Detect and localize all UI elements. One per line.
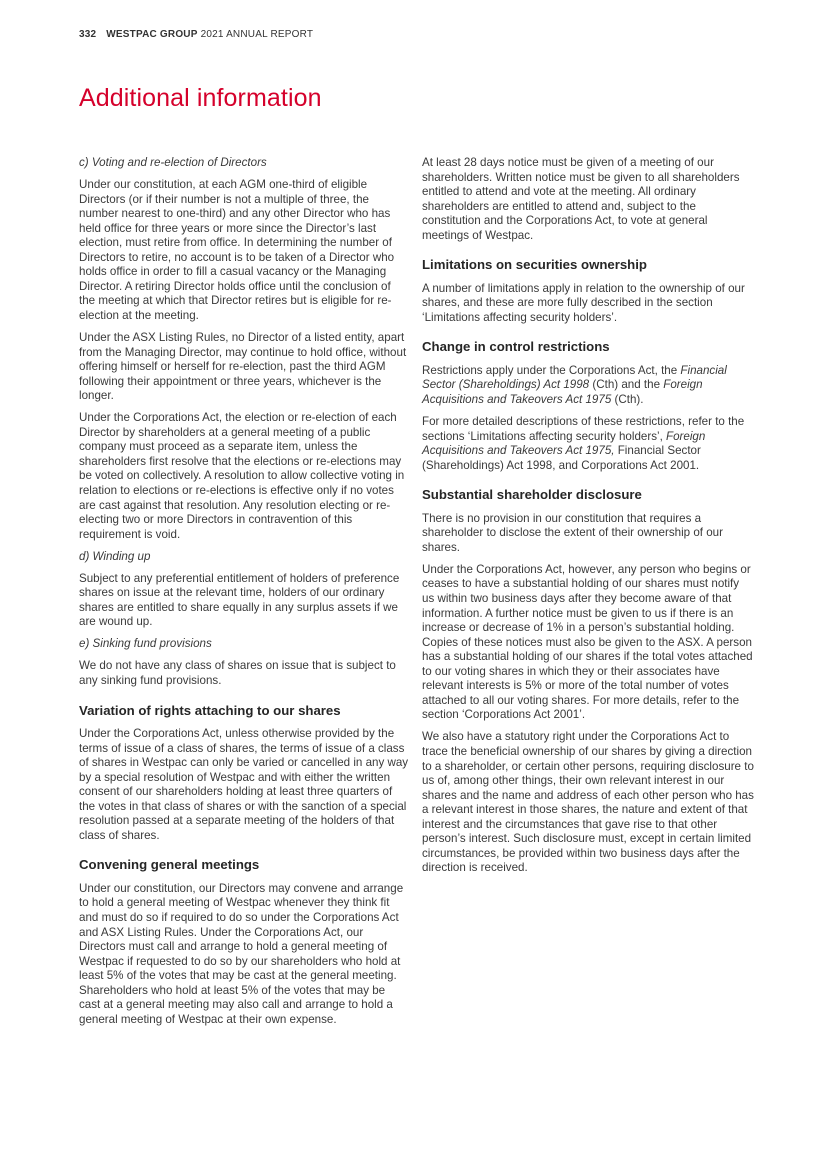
substantial-paragraph-3: We also have a statutory right under the Corporations Act to trace the beneficial ownership of our shares by giving a direction to a shareholder, or certain other persons, requiring disclosure to us of, among other things, their own relevant interest in our shares and the name and address of each other person who has a relevant interest in those shares, the nature and extent of that interest and the circumstances that gave rise to that other person’s interest. Such disclosure must, except in certain limited circumstances, be provided within two business days after the direction is received. — [422, 730, 754, 875]
company-name: WESTPAC GROUP — [106, 29, 198, 40]
page-title: Additional information — [79, 84, 322, 112]
voting-paragraph-3: Under the Corporations Act, the election or re-election of each Director by shareholders at a general meeting of a public company must proceed as a separate item, unless the shareholders first resolve that the elections or re-elections may be voted on collectively. A resolution to allow collective voting in relation to elections or re-elections is effective only if no votes are cast against that resolution. Any resolution electing or re-electing two or more Directors in contravention of this requirement is void. — [79, 411, 405, 541]
convening-heading: Convening general meetings — [79, 857, 260, 873]
limitations-paragraph: A number of limitations apply in relation to the ownership of our shares, and these are more fully described in the section ‘Limitations affecting security holders’. — [422, 281, 745, 324]
page-number: 332 — [79, 29, 97, 40]
notice-paragraph: At least 28 days notice must be given of a meeting of our shareholders. Written notice must be given to all shareholders entitled to attend and vote at the meeting. All ordinary shareholders are entitled to attend and, subject to the constitution and the Corporations Act, to vote at general meetings of Westpac. — [422, 156, 740, 242]
left-column — [79, 156, 409, 1035]
report-name: 2021 ANNUAL REPORT — [200, 29, 314, 40]
right-column — [422, 156, 754, 883]
substantial-paragraph-1: There is no provision in our constitution that requires a shareholder to disclose the extent of their ownership of our shares. — [422, 511, 723, 554]
page-header — [79, 29, 313, 40]
variation-heading: Variation of rights attaching to our shares — [79, 702, 341, 718]
control-paragraph-1: Restrictions apply under the Corporations Act, the Financial Sector (Shareholdings) Act 1998 (Cth) and the Foreign Acquisitions and Takeovers Act 1975 (Cth). — [422, 363, 727, 407]
voting-paragraph-2: Under the ASX Listing Rules, no Director of a listed entity, apart from the Managing Director, may continue to hold office, without offering himself or herself for re-election, past the third AGM following their appointment or three years, whichever is the longer. — [79, 331, 407, 403]
sinking-subheading: e) Sinking fund provisions — [79, 637, 212, 651]
convening-paragraph: Under our constitution, our Directors may convene and arrange to hold a general meeting of Westpac whenever they think fit and must do so if required to do so under the Corporations Act and ASX Listing Rules. Under the Corporations Act, our Directors must call and arrange to hold a general meeting of Westpac if requested to do so by our shareholders who hold at least 5% of the votes that may be cast at the general meeting. Shareholders who hold at least 5% of the votes that may be cast at a general meeting may also call and arrange to hold a general meeting of Westpac at their own expense. — [79, 881, 404, 1026]
control-paragraph-2: For more detailed descriptions of these restrictions, refer to the sections ‘Limitations affecting security holders’, Foreign Acquisitions and Takeovers Act 1975, Financial Sector (Shareholdings) Act 1998, and Corporations Act 2001. — [422, 415, 745, 472]
winding-paragraph: Subject to any preferential entitlement of holders of preference shares on issue at the relevant time, holders of our ordinary shares are entitled to share equally in any surplus assets if we are wound up. — [79, 571, 400, 629]
variation-paragraph: Under the Corporations Act, unless otherwise provided by the terms of issue of a class of shares, the terms of issue of a class of shares in Westpac can only be varied or cancelled in any way by a special resolution of Westpac and with either the written consent of our shareholders holding at least three quarters of the votes in that class of shares or with the sanction of a special resolution passed at a separate meeting of the holders of that class of shares. — [79, 727, 409, 842]
substantial-paragraph-2: Under the Corporations Act, however, any person who begins or ceases to have a substantial holding of our shares must notify us within two business days after they become aware of that information. A further notice must be given to us if there is an increase or decrease of 1% in a person’s substantial holding. Copies of these notices must also be given to the ASX. A person has a substantial holding of our shares if the total votes attached to our voting shares in which they or their associates have relevant interests is 5% or more of the total number of votes attached to all our voting shares. For more details, refer to the section ‘Corporations Act 2001’. — [422, 562, 753, 722]
control-heading: Change in control restrictions — [422, 339, 610, 355]
voting-paragraph-1: Under our constitution, at each AGM one-third of eligible Directors (or if their number is not a multiple of three, the number nearest to one-third) and any other Director who has held office for three years or more since the Director’s last election, must retire from office. In determining the number of Directors to retire, no account is to be taken of a Director who holds office in order to fill a casual vacancy or the Managing Director. A retiring Director holds office until the conclusion of the meeting at which that Director retires but is eligible for re-election at the meeting. — [79, 178, 395, 322]
substantial-heading: Substantial shareholder disclosure — [422, 487, 642, 503]
voting-subheading: c) Voting and re-election of Directors — [79, 156, 267, 169]
sinking-paragraph: We do not have any class of shares on issue that is subject to any sinking fund provisions. — [79, 659, 396, 687]
limitations-heading: Limitations on securities ownership — [422, 257, 647, 273]
winding-subheading: d) Winding up — [79, 549, 151, 563]
